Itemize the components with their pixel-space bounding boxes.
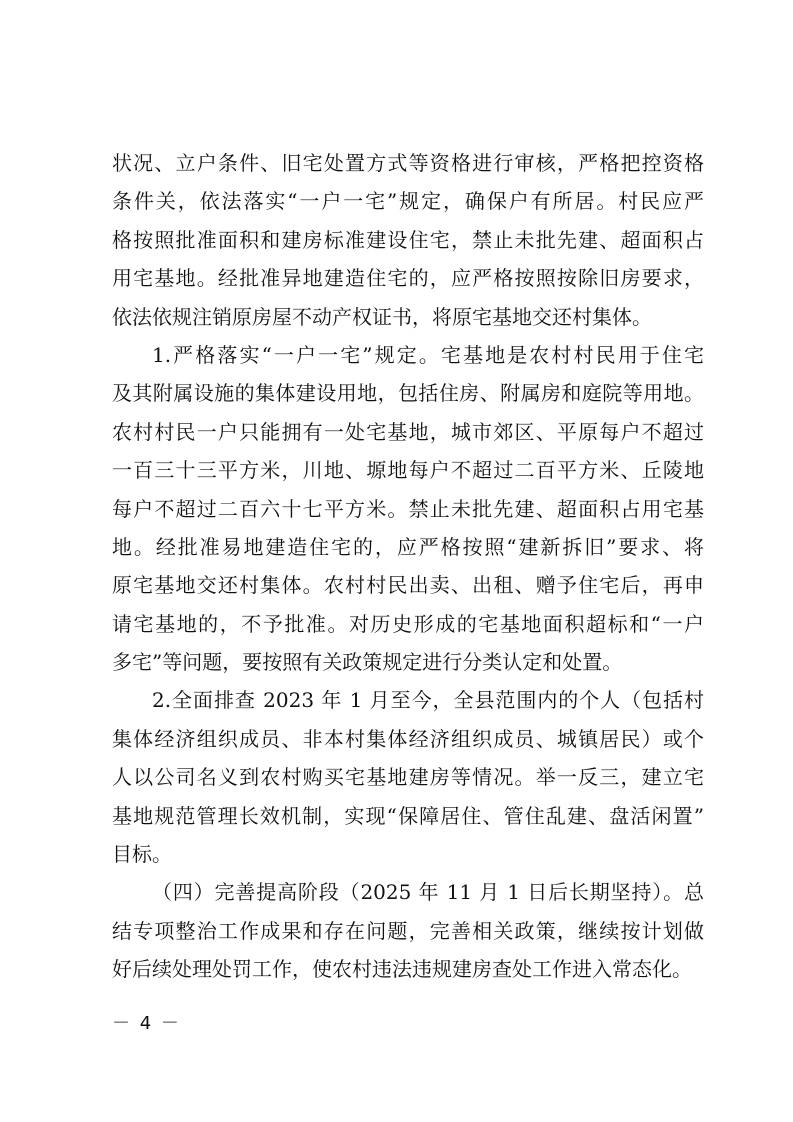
text-line: 好后续处理处罚工作，使农村违法违规建房查处工作进入常态化。	[112, 957, 692, 982]
text-line: 1.严格落实“一户一宅”规定。宅基地是农村村民用于住宅	[152, 342, 704, 367]
text-line: 地。经批准易地建造住宅的，应严格按照“建新拆旧”要求、将	[112, 534, 704, 559]
text-line: 集体经济组织成员、非本村集体经济组织成员、城镇居民）或个	[112, 726, 704, 751]
text-line: 请宅基地的，不予批准。对历史形成的宅基地面积超标和“一户	[112, 611, 704, 636]
text-line: 条件关，依法落实“一户一宅”规定，确保户有所居。村民应严	[112, 189, 704, 214]
text-line: 用宅基地。经批准异地建造住宅的，应严格按照按除旧房要求，	[112, 266, 704, 291]
text-line: 人以公司名义到农村购买宅基地建房等情况。举一反三，建立宅	[112, 765, 704, 790]
text-line: 目标。	[112, 842, 172, 867]
paragraph	[112, 144, 704, 336]
text-line: 依法依规注销原房屋不动产权证书，将原宅基地交还村集体。	[112, 304, 652, 329]
paragraph	[112, 681, 704, 873]
text-line: 状况、立户条件、旧宅处置方式等资格进行审核，严格把控资格	[112, 151, 704, 175]
paragraph	[112, 336, 704, 682]
text-line: 农村村民一户只能拥有一处宅基地，城市郊区、平原每户不超过	[112, 419, 704, 444]
document-body	[112, 144, 704, 989]
text-line: 结专项整治工作成果和存在问题，完善相关政策，继续按计划做	[112, 918, 704, 943]
text-line: 2.全面排查 2023 年 1 月至今，全县范围内的个人（包括村	[152, 688, 704, 713]
page-number: － 4 －	[112, 1013, 181, 1034]
paragraph	[112, 873, 704, 988]
text-line: 及其附属设施的集体建设用地，包括住房、附属房和庭院等用地。	[112, 381, 704, 406]
text-line: （四）完善提高阶段（2025 年 11 月 1 日后长期坚持）。总	[152, 880, 704, 905]
text-line: 每户不超过二百六十七平方米。禁止未批先建、超面积占用宅基	[112, 496, 704, 521]
text-line: 一百三十三平方米，川地、塬地每户不超过二百平方米、丘陵地	[112, 458, 704, 483]
text-line: 基地规范管理长效机制，实现“保障居住、管住乱建、盘活闲置”	[112, 803, 704, 828]
text-line: 多宅”等问题，要按照有关政策规定进行分类认定和处置。	[112, 650, 623, 675]
text-line: 格按照批准面积和建房标准建设住宅，禁止未批先建、超面积占	[112, 227, 704, 252]
text-line: 原宅基地交还村集体。农村村民出卖、出租、赠予住宅后，再申	[112, 573, 704, 598]
